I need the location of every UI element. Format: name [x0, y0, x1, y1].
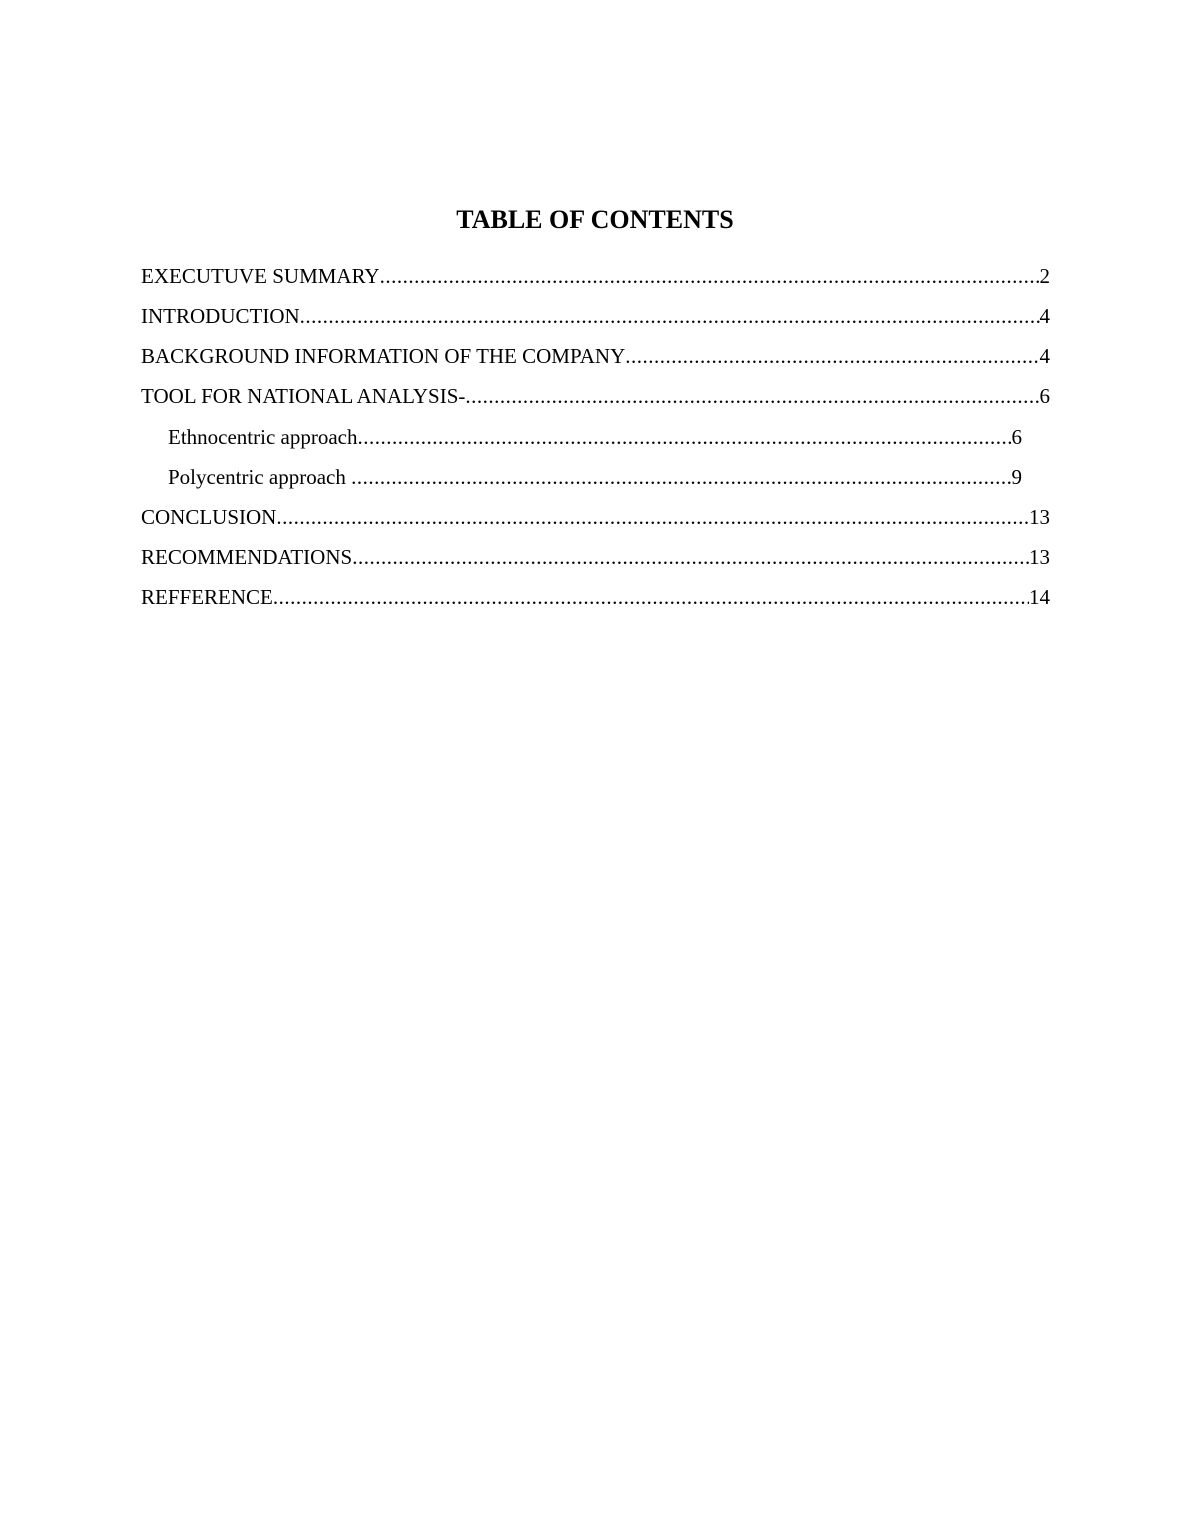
toc-entry-reference[interactable] — [141, 583, 1050, 611]
toc-entry-tool-for-national-analysis[interactable] — [141, 382, 1050, 410]
toc-entry-background-information[interactable] — [141, 342, 1050, 370]
toc-leader-dots — [276, 503, 1029, 531]
toc-entry-introduction[interactable] — [141, 302, 1050, 330]
toc-entry-label: Ethnocentric approach — [168, 425, 358, 449]
toc-title: TABLE OF CONTENTS — [456, 205, 734, 234]
toc-entry-label: Polycentric approach — [168, 465, 352, 489]
toc-entry-polycentric-approach[interactable] — [168, 463, 1022, 491]
toc-entry-label: BACKGROUND INFORMATION OF THE COMPANY — [141, 344, 626, 368]
toc-leader-dots — [465, 382, 1039, 410]
toc-page-number: 4 — [1039, 304, 1050, 328]
toc-page-number: 6 — [1011, 425, 1022, 449]
toc-page-number: 2 — [1039, 264, 1050, 288]
toc-leader-dots — [358, 423, 1012, 451]
toc-entry-conclusion[interactable] — [141, 503, 1050, 531]
toc-entry-label: TOOL FOR NATIONAL ANALYSIS- — [141, 384, 466, 408]
toc-leader-dots — [300, 302, 1040, 330]
toc-entry-label: EXECUTUVE SUMMARY — [141, 264, 380, 288]
toc-entry-label: INTRODUCTION — [141, 304, 300, 328]
toc-entry-label: REFFERENCE — [141, 585, 273, 609]
toc-leader-dots — [625, 342, 1039, 370]
toc-page-number: 6 — [1039, 384, 1050, 408]
toc-page-number: 13 — [1029, 505, 1050, 529]
toc-leader-dots — [351, 463, 1011, 491]
toc-entry-ethnocentric-approach[interactable] — [168, 423, 1022, 451]
toc-leader-dots — [380, 262, 1040, 290]
toc-page-number: 4 — [1039, 344, 1050, 368]
toc-entry-executive-summary[interactable] — [141, 262, 1050, 290]
toc-entry-label: RECOMMENDATIONS — [141, 545, 353, 569]
toc-leader-dots — [352, 543, 1029, 571]
toc-page-number: 14 — [1029, 585, 1050, 609]
toc-leader-dots — [273, 583, 1029, 611]
toc-entry-label: CONCLUSION — [141, 505, 277, 529]
toc-page-number: 9 — [1011, 465, 1022, 489]
toc-page-number: 13 — [1029, 545, 1050, 569]
toc-entry-recommendations[interactable] — [141, 543, 1050, 571]
